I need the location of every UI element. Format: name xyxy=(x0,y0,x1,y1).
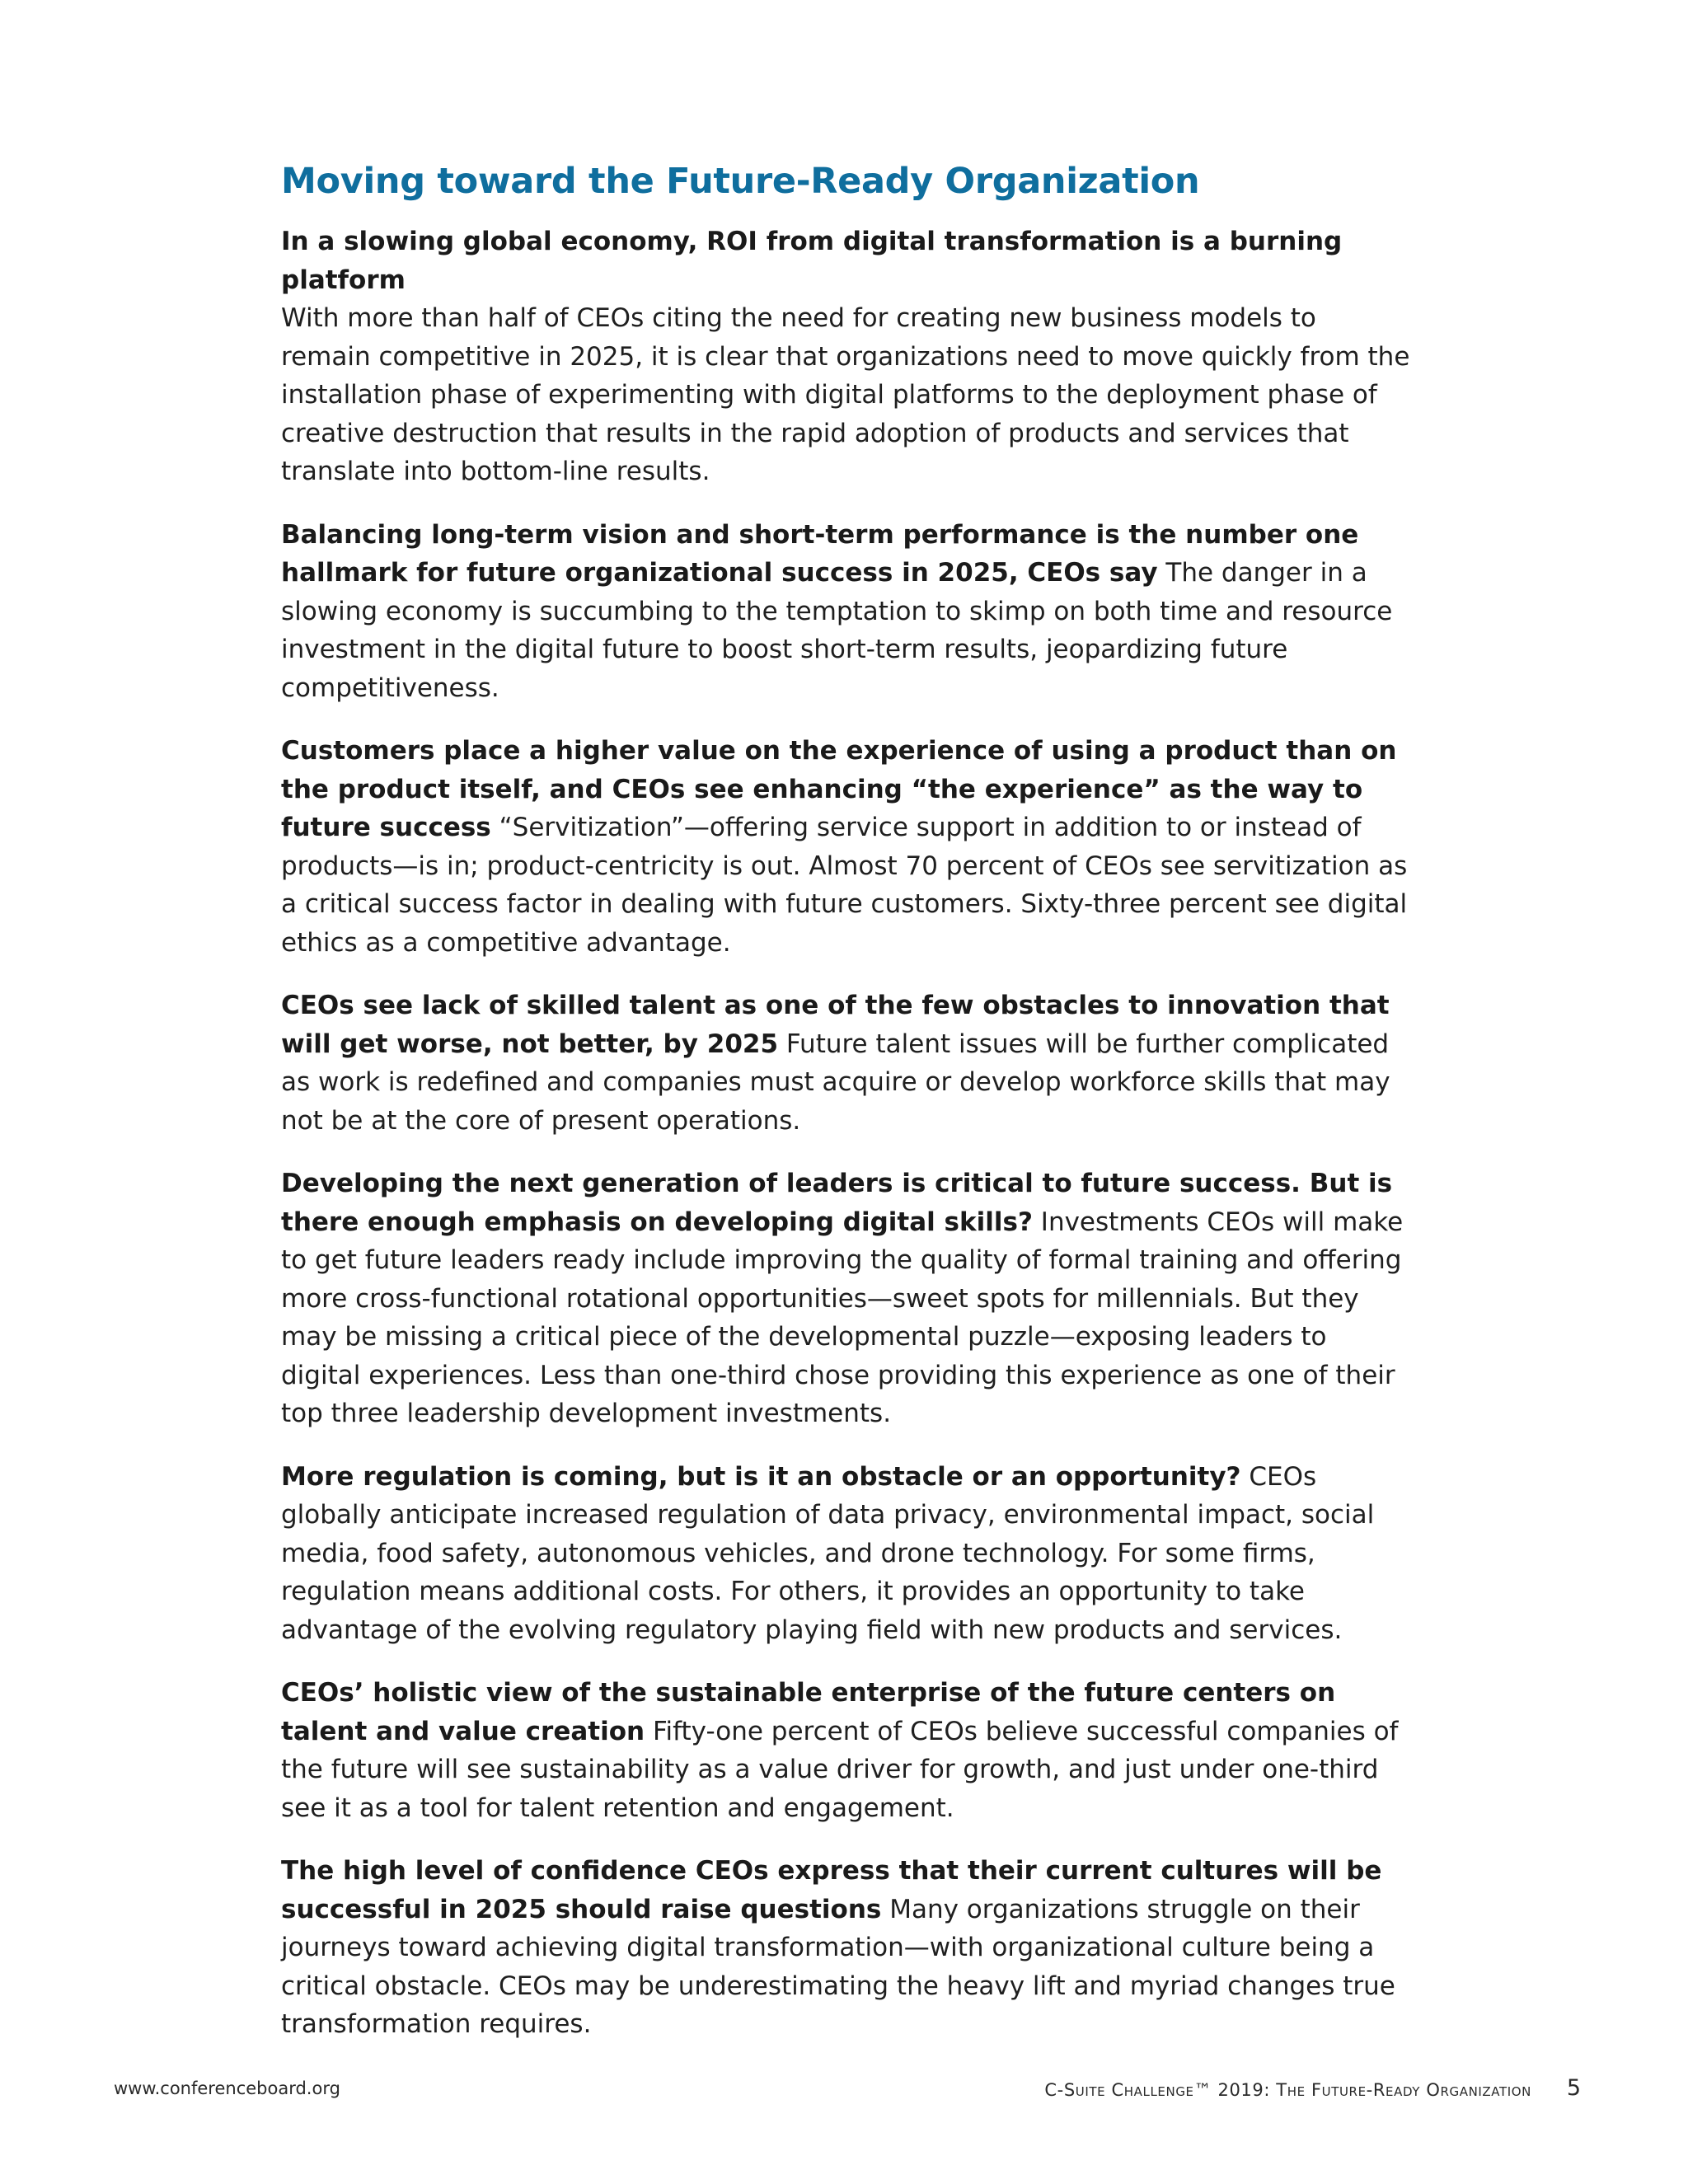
section-body: Many organizations struggle on their journeys toward achieving digital transformation—with organizational culture being a critical obstacle. CEOs may be underestimating the heavy lift and myriad changes true transformation requires. xyxy=(281,1894,1395,2039)
page-title: Moving toward the Future-Ready Organization xyxy=(281,161,1200,202)
section-lead: More regulation is coming, but is it an obstacle or an opportunity? xyxy=(281,1461,1241,1492)
footer-url-link[interactable]: www.conferenceboard.org xyxy=(114,2079,340,2098)
section-lead: The high level of confidence CEOs express that their current cultures will be successful in 2025 should raise questions xyxy=(281,1856,1382,1924)
section-body: Investments CEOs will make to get future leaders ready include improving the quality of formal training and offering more cross-functional rotational opportunities—sweet spots for millennials. But they may be missing a critical piece of the developmental puzzle—exposing leaders to digital experiences. Less than one-third chose providing this experience as one of their top three leadership development investments. xyxy=(281,1207,1404,1428)
section-roi-burning-platform xyxy=(281,223,1410,491)
footer-running-title: C-Suite Challenge™ 2019: The Future-Ready Organization xyxy=(1044,2080,1531,2100)
section-long-term-vision xyxy=(281,516,1410,708)
section-lead: Developing the next generation of leaders is critical to future success. But is there enough emphasis on developing digital skills? xyxy=(281,1169,1393,1237)
article xyxy=(281,157,1410,2069)
section-skilled-talent xyxy=(281,987,1410,1140)
section-body: With more than half of CEOs citing the need for creating new business models to remain competitive in 2025, it is clear that organizations need to move quickly from the installation phase of experimenting with digital platforms to the deployment phase of creative destruction that results in the rapid adoption of products and services that translate into bottom-line results. xyxy=(281,303,1410,486)
page-number: 5 xyxy=(1566,2075,1581,2101)
section-body: Future talent issues will be further complicated as work is redefined and companies must acquire or develop workforce skills that may not be at the core of present operations. xyxy=(281,1029,1390,1136)
section-lead: Customers place a higher value on the experience of using a product than on the product itself, and CEOs see enhancing “the experience” as the way to future success xyxy=(281,736,1397,842)
section-sustainable-enterprise xyxy=(281,1674,1410,1827)
section-regulation xyxy=(281,1458,1410,1650)
section-lead: CEOs see lack of skilled talent as one of the few obstacles to innovation that will get worse, not better, by 2025 xyxy=(281,991,1390,1059)
section-culture-confidence xyxy=(281,1852,1410,2044)
section-lead: CEOs’ holistic view of the sustainable enterprise of the future centers on talent and value creation xyxy=(281,1678,1336,1746)
section-lead: Balancing long-term vision and short-term performance is the number one hallmark for future organizational success in 2025, CEOs say xyxy=(281,519,1359,588)
section-body: Fifty-one percent of CEOs believe successful companies of the future will see sustainability as a value driver for growth, and just under one-third see it as a tool for talent retention and engagement. xyxy=(281,1716,1399,1823)
section-next-generation-leaders xyxy=(281,1165,1410,1433)
section-body: CEOs globally anticipate increased regulation of data privacy, environmental impact, social media, food safety, autonomous vehicles, and drone technology. For some firms, regulation means additional costs. For others, it provides an opportunity to take advantage of the evolving regulatory playing field with new products and services. xyxy=(281,1461,1375,1645)
section-customer-experience xyxy=(281,732,1410,962)
section-lead: In a slowing global economy, ROI from digital transformation is a burning platform xyxy=(281,227,1343,295)
section-body: “Servitization”—offering service support in addition to or instead of products—is in; product-centricity is out. Almost 70 percent of CEOs see servitization as a critical success factor in dealing with future customers. Sixty-three percent see digital ethics as a competitive advantage. xyxy=(281,813,1408,958)
section-body: The danger in a slowing economy is succumbing to the temptation to skimp on both time and resource investment in the digital future to boost short-term results, jeopardizing future competitiveness. xyxy=(281,558,1393,703)
page-footer xyxy=(114,2075,1581,2111)
